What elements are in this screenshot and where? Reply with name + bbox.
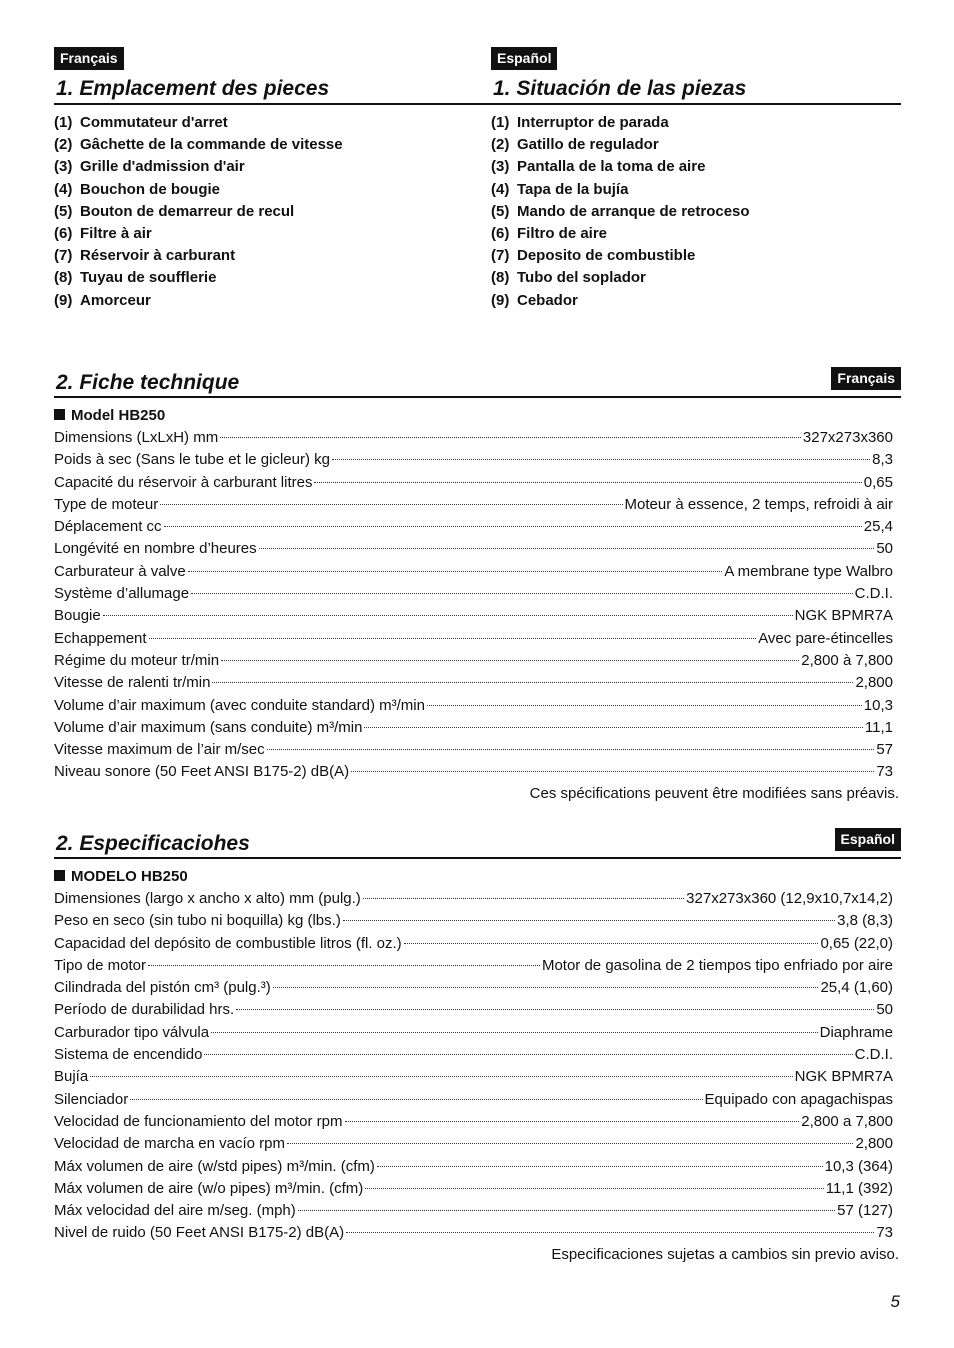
spec-row: Bujía NGK BPMR7A (54, 1068, 893, 1086)
list-item: (9) Amorceur (54, 291, 151, 309)
page-number: 5 (890, 1292, 900, 1311)
lang-tag-espanol: Español (491, 47, 557, 70)
spec-row: Máx volumen de aire (w/std pipes) m³/min. (cfm) 10,3 (364) (54, 1157, 893, 1175)
list-item: (4) Bouchon de bougie (54, 180, 220, 198)
spec-row: Longévité en nombre d’heures 50 (54, 540, 893, 558)
spec-row: Vitesse maximum de l’air m/sec 57 (54, 741, 893, 759)
spec-row: Type de moteur Moteur à essence, 2 temps, refroidi à air (54, 495, 893, 513)
parts-list-espanol (491, 112, 750, 312)
spec-row: Cilindrada del pistón cm³ (pulg.³) 25,4 (1,60) (54, 979, 893, 997)
spec-row: Echappement Avec pare-étincelles (54, 629, 893, 647)
spec-row: Tipo de motor Motor de gasolina de 2 tiempos tipo enfriado por aire (54, 956, 893, 974)
title-underline (54, 396, 901, 398)
spec-row: Período de durabilidad hrs. 50 (54, 1001, 893, 1019)
spec-row: Système d’allumage C.D.I. (54, 585, 893, 603)
list-item: (3) Grille d'admission d'air (54, 158, 245, 176)
spec-row: Bougie NGK BPMR7A (54, 607, 893, 625)
list-item: (8) Tubo del soplador (491, 269, 646, 287)
spec-row: Velocidad de marcha en vacío rpm 2,800 (54, 1135, 893, 1153)
spec-row: Capacidad del depósito de combustible litros (fl. oz.) 0,65 (22,0) (54, 934, 893, 952)
spec-row: Velocidad de funcionamiento del motor rpm 2,800 a 7,800 (54, 1112, 893, 1130)
model-heading: MODELO HB250 (54, 867, 188, 887)
list-item: (5) Bouton de demarreur de recul (54, 202, 295, 220)
spec-row: Carburateur à valve A membrane type Walbro (54, 562, 893, 580)
spec-row: Volume d’air maximum (avec conduite standard) m³/min 10,3 (54, 696, 893, 714)
spec-row: Sistema de encendido C.D.I. (54, 1046, 893, 1064)
spec-row: Niveau sonore (50 Feet ANSI B175-2) dB(A) 73 (54, 763, 893, 781)
spec-row: Dimensions (LxLxH) mm 327x273x360 (54, 429, 893, 446)
spec-row: Nivel de ruido (50 Feet ANSI B175-2) dB(A) 73 (54, 1224, 893, 1242)
spec-disclaimer: Ces spécifications peuvent être modifiées sans préavis. (529, 785, 899, 802)
list-item: (1) Interruptor de parada (491, 114, 669, 131)
list-item: (9) Cebador (491, 291, 578, 309)
spec-list-francais (54, 427, 893, 784)
list-item: (2) Gatillo de regulador (491, 136, 659, 154)
parts-list-francais (54, 112, 343, 312)
lang-tag-espanol: Español (835, 828, 901, 851)
list-item: (7) Deposito de combustible (491, 247, 696, 265)
section-title-fiche: 2. Fiche technique (56, 371, 240, 394)
list-item: (7) Réservoir à carburant (54, 247, 236, 265)
square-bullet-icon (54, 870, 65, 881)
list-item: (8) Tuyau de soufflerie (54, 269, 217, 287)
list-item: (6) Filtro de aire (491, 224, 608, 242)
square-bullet-icon (54, 409, 65, 420)
spec-row: Capacité du réservoir à carburant litres 0,65 (54, 473, 893, 491)
list-item: (2) Gâchette de la commande de vitesse (54, 136, 343, 154)
spec-row: Dimensiones (largo x ancho x alto) mm (pulg.) 327x273x360 (12,9x10,7x14,2) (54, 890, 893, 907)
lang-tag-francais: Français (831, 367, 901, 390)
title-underline (54, 103, 901, 105)
spec-row: Carburador tipo válvula Diaphrame (54, 1023, 893, 1041)
spec-disclaimer: Especificaciones sujetas a cambios sin previo aviso. (551, 1246, 899, 1263)
spec-row: Poids à sec (Sans le tube et le gicleur) kg 8,3 (54, 451, 893, 469)
lang-tag-francais: Français (54, 47, 124, 70)
spec-row: Volume d’air maximum (sans conduite) m³/min 11,1 (54, 718, 893, 736)
spec-row: Máx velocidad del aire m/seg. (mph) 57 (127) (54, 1202, 893, 1220)
list-item: (3) Pantalla de la toma de aire (491, 158, 706, 176)
list-item: (4) Tapa de la bujía (491, 180, 629, 198)
spec-row: Máx volumen de aire (w/o pipes) m³/min. (cfm) 11,1 (392) (54, 1179, 893, 1197)
section-title-emplacement: 1. Emplacement des pieces (56, 77, 330, 100)
spec-row: Vitesse de ralenti tr/min 2,800 (54, 674, 893, 692)
model-heading: Model HB250 (54, 406, 165, 426)
spec-row: Peso en seco (sin tubo ni boquilla) kg (lbs.) 3,8 (8,3) (54, 912, 893, 930)
spec-row: Régime du moteur tr/min 2,800 à 7,800 (54, 651, 893, 669)
spec-row: Silenciador Equipado con apagachispas (54, 1090, 893, 1108)
spec-row: Déplacement cc 25,4 (54, 518, 893, 536)
section-title-situacion: 1. Situación de las piezas (493, 77, 747, 100)
list-item: (6) Filtre à air (54, 224, 152, 242)
spec-list-espanol (54, 888, 893, 1245)
list-item: (1) Commutateur d'arret (54, 114, 228, 131)
section-title-especificaciones: 2. Especificaciohes (56, 832, 250, 855)
list-item: (5) Mando de arranque de retroceso (491, 202, 750, 220)
title-underline (54, 857, 901, 859)
